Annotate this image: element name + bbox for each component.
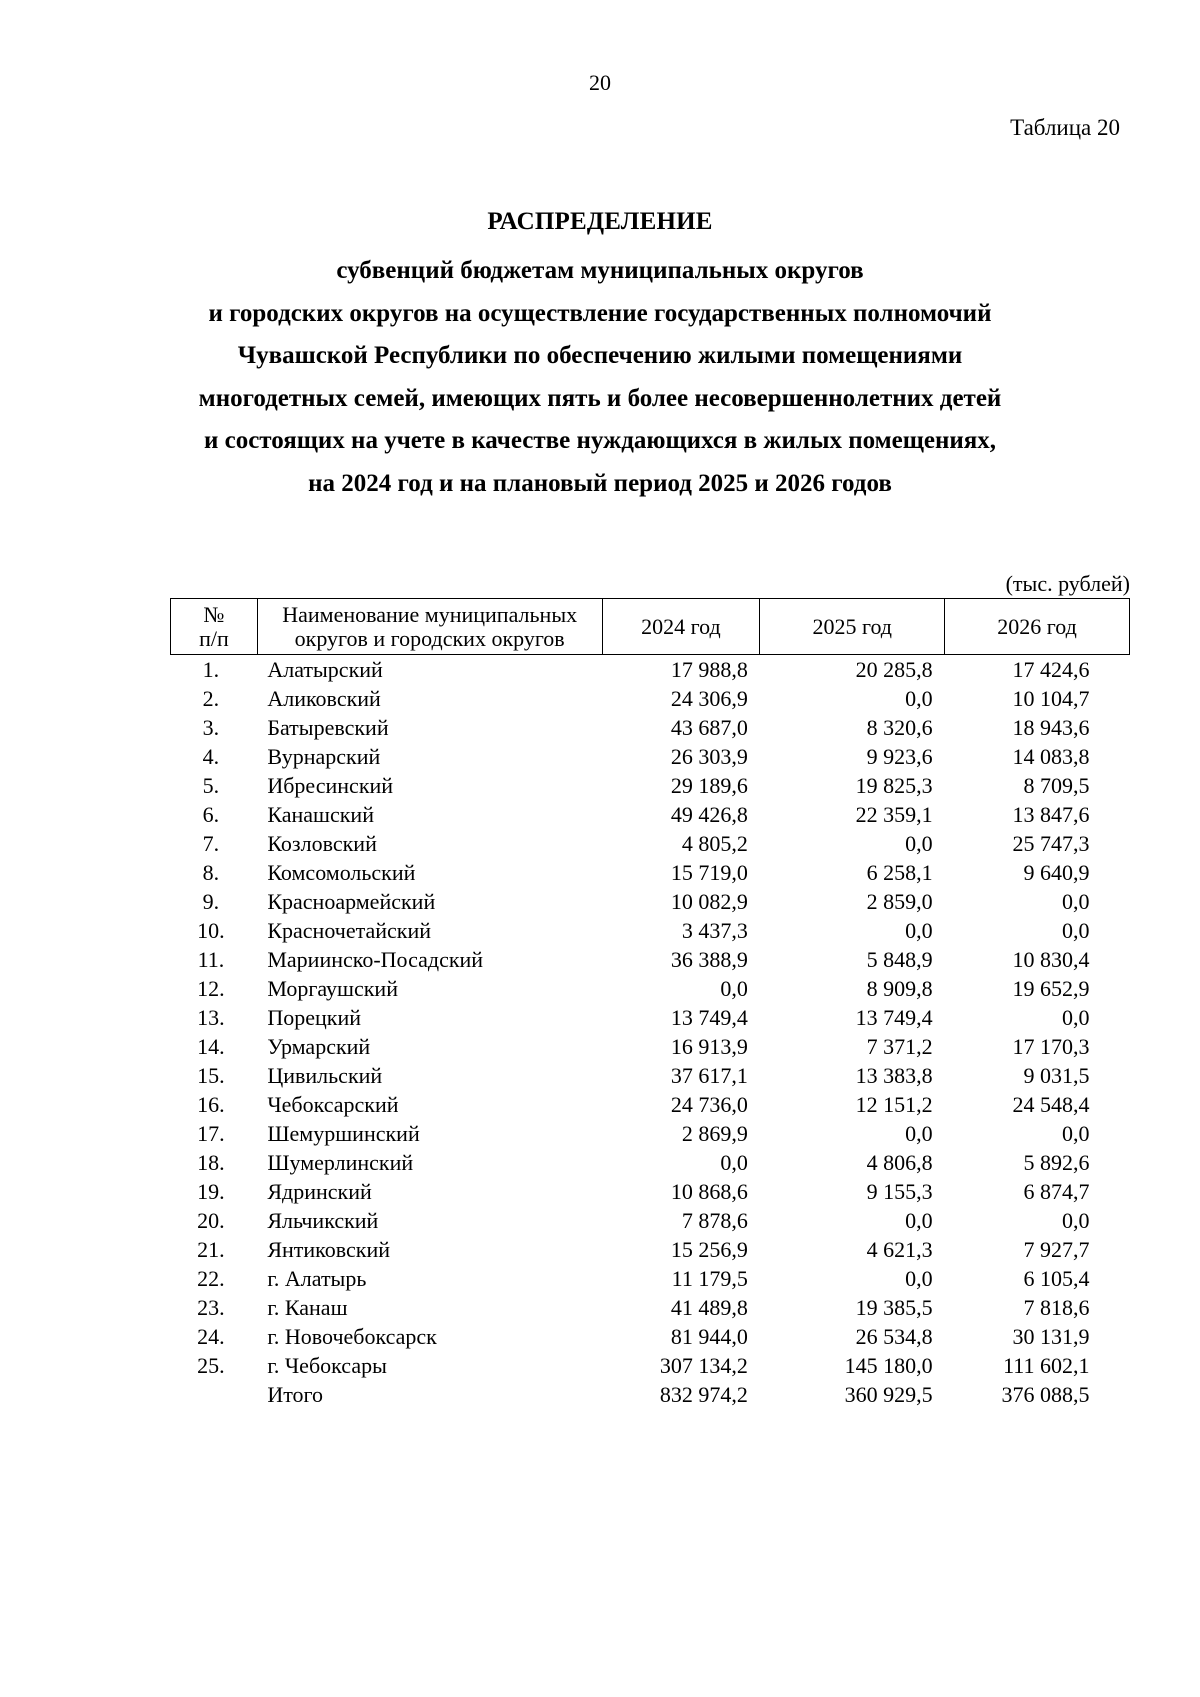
- value-2026: 7 818,6: [1023, 1295, 1090, 1320]
- municipality-name: Итого: [267, 1382, 324, 1407]
- value-2025: 9 923,6: [866, 744, 933, 769]
- value-2026: 0,0: [1062, 889, 1090, 914]
- table-row: [171, 1061, 1130, 1090]
- value-2024: 10 082,9: [670, 889, 748, 914]
- value-2024: 11 179,5: [671, 1266, 748, 1291]
- value-2024: 2 869,9: [681, 1121, 748, 1146]
- value-2026: 24 548,4: [1012, 1092, 1090, 1117]
- table-row: [171, 1235, 1130, 1264]
- table-row: [171, 742, 1130, 771]
- table-row: [171, 1119, 1130, 1148]
- value-2025: 19 385,5: [855, 1295, 933, 1320]
- table-row: [171, 1351, 1130, 1380]
- value-2026: 9 640,9: [1023, 860, 1090, 885]
- row-number: 24.: [197, 1324, 225, 1349]
- row-number: 8.: [202, 860, 220, 885]
- page-number: 20: [589, 70, 611, 95]
- municipality-name: Янтиковский: [267, 1237, 391, 1262]
- value-2025: 145 180,0: [844, 1353, 933, 1378]
- document-subtitle: [0, 250, 1200, 505]
- value-2026: 30 131,9: [1012, 1324, 1090, 1349]
- value-2025: 0,0: [905, 1208, 933, 1233]
- municipality-name: Алатырский: [267, 657, 383, 682]
- value-2026: 13 847,6: [1012, 802, 1090, 827]
- subtitle-line: и городских округов на осуществление государственных полномочий: [208, 299, 992, 327]
- value-2026: 8 709,5: [1023, 773, 1090, 798]
- municipality-name: Урмарский: [267, 1034, 371, 1059]
- row-number: 21.: [197, 1237, 225, 1262]
- value-2026: 376 088,5: [1001, 1382, 1090, 1407]
- table-row: [171, 916, 1130, 945]
- value-2024: 15 256,9: [670, 1237, 748, 1262]
- row-number: [171, 1380, 258, 1409]
- table-row: [171, 800, 1130, 829]
- value-2026: 17 424,6: [1012, 657, 1090, 682]
- value-2024: 0,0: [720, 1150, 748, 1175]
- column-header-2024: 2024 год: [602, 599, 760, 655]
- value-2025: 5 848,9: [866, 947, 933, 972]
- row-number: 7.: [202, 831, 220, 856]
- value-2024: 24 306,9: [670, 686, 748, 711]
- value-2024: 307 134,2: [659, 1353, 748, 1378]
- value-2024: 7 878,6: [681, 1208, 748, 1233]
- municipality-name: Порецкий: [267, 1005, 362, 1030]
- value-2026: 6 105,4: [1023, 1266, 1090, 1291]
- municipality-name: Аликовский: [267, 686, 381, 711]
- value-2026: 25 747,3: [1012, 831, 1090, 856]
- row-number: 17.: [197, 1121, 225, 1146]
- row-number: 19.: [197, 1179, 225, 1204]
- value-2026: 17 170,3: [1012, 1034, 1090, 1059]
- table-row: [171, 1206, 1130, 1235]
- row-number: 16.: [197, 1092, 225, 1117]
- row-number: 11.: [197, 947, 225, 972]
- document-title: РАСПРЕДЕЛЕНИЕ: [487, 208, 713, 235]
- row-number: 12.: [197, 976, 225, 1001]
- value-2024: 43 687,0: [670, 715, 748, 740]
- row-number: 5.: [202, 773, 220, 798]
- value-2025: 4 621,3: [866, 1237, 933, 1262]
- value-2025: 13 383,8: [855, 1063, 933, 1088]
- municipality-name: Мариинско-Посадский: [267, 947, 484, 972]
- value-2025: 22 359,1: [855, 802, 933, 827]
- value-2025: 13 749,4: [855, 1005, 933, 1030]
- table-row: [171, 1177, 1130, 1206]
- value-2024: 17 988,8: [670, 657, 748, 682]
- municipality-name: Шемуршинский: [267, 1121, 420, 1146]
- value-2025: 26 534,8: [855, 1324, 933, 1349]
- column-header-2025: 2025 год: [760, 599, 945, 655]
- row-number: 1.: [202, 657, 220, 682]
- value-2025: 19 825,3: [855, 773, 933, 798]
- value-2025: 8 909,8: [866, 976, 933, 1001]
- row-number: 4.: [202, 744, 220, 769]
- row-number: 9.: [202, 889, 220, 914]
- value-2024: 10 868,6: [670, 1179, 748, 1204]
- value-2026: 19 652,9: [1012, 976, 1090, 1001]
- value-2026: 18 943,6: [1012, 715, 1090, 740]
- value-2026: 7 927,7: [1023, 1237, 1090, 1262]
- value-2024: 49 426,8: [670, 802, 748, 827]
- row-number: 10.: [197, 918, 225, 943]
- header-name-line1: Наименование муниципальных: [282, 601, 578, 627]
- row-number: 20.: [197, 1208, 225, 1233]
- municipality-name: г. Новочебоксарск: [267, 1324, 437, 1349]
- municipality-name: Чебоксарский: [267, 1092, 399, 1117]
- value-2025: 0,0: [905, 1266, 933, 1291]
- table-row: [171, 1003, 1130, 1032]
- column-header-number: [171, 599, 258, 655]
- subtitle-line: Чувашской Республики по обеспечению жилыми помещениями: [237, 342, 963, 369]
- value-2025: 9 155,3: [866, 1179, 933, 1204]
- value-2024: 81 944,0: [670, 1324, 748, 1349]
- value-2024: 4 805,2: [681, 831, 748, 856]
- value-2026: 0,0: [1062, 918, 1090, 943]
- table-row: [171, 1293, 1130, 1322]
- table-row: [171, 1148, 1130, 1177]
- municipality-name: Шумерлинский: [267, 1150, 414, 1175]
- units-note: (тыс. рублей): [1005, 571, 1130, 596]
- municipality-name: Комсомольский: [267, 860, 416, 885]
- value-2025: 0,0: [905, 831, 933, 856]
- table-header-row: [171, 599, 1130, 655]
- municipality-name: Красночетайский: [267, 918, 432, 943]
- municipality-name: Моргаушский: [267, 976, 398, 1001]
- table-row: [171, 1264, 1130, 1293]
- value-2024: 26 303,9: [670, 744, 748, 769]
- header-number-line2: п/п: [199, 625, 229, 651]
- row-number: 13.: [197, 1005, 225, 1030]
- column-header-name: [257, 599, 602, 655]
- row-number: 18.: [197, 1150, 225, 1175]
- value-2025: 6 258,1: [866, 860, 933, 885]
- row-number: 6.: [202, 802, 220, 827]
- subtitle-line: на 2024 год и на плановый период 2025 и 2026 годов: [308, 469, 892, 497]
- value-2025: 0,0: [905, 918, 933, 943]
- value-2026: 5 892,6: [1023, 1150, 1090, 1175]
- value-2024: 41 489,8: [670, 1295, 748, 1320]
- table-body: [171, 655, 1130, 1410]
- municipality-name: Ядринский: [267, 1179, 372, 1204]
- row-number: 15.: [197, 1063, 225, 1088]
- table-row: [171, 1322, 1130, 1351]
- value-2026: 10 104,7: [1012, 686, 1090, 711]
- table-row: [171, 1032, 1130, 1061]
- table-row: [171, 771, 1130, 800]
- table-row: [171, 974, 1130, 1003]
- value-2024: 16 913,9: [670, 1034, 748, 1059]
- table-row: [171, 829, 1130, 858]
- value-2026: 14 083,8: [1012, 744, 1090, 769]
- municipality-name: Вурнарский: [267, 744, 381, 769]
- table-row: [171, 945, 1130, 974]
- value-2025: 0,0: [905, 686, 933, 711]
- row-number: 22.: [197, 1266, 225, 1291]
- subtitle-line: многодетных семей, имеющих пять и более несовершеннолетних детей: [198, 384, 1002, 412]
- table-row: [171, 713, 1130, 742]
- value-2026: 0,0: [1062, 1121, 1090, 1146]
- value-2025: 360 929,5: [844, 1382, 933, 1407]
- value-2026: 0,0: [1062, 1208, 1090, 1233]
- value-2025: 8 320,6: [866, 715, 933, 740]
- municipality-name: Канашский: [267, 802, 374, 827]
- table-row: [171, 684, 1130, 713]
- subtitle-line: субвенций бюджетам муниципальных округов: [336, 257, 864, 284]
- value-2024: 24 736,0: [670, 1092, 748, 1117]
- value-2026: 10 830,4: [1012, 947, 1090, 972]
- row-number: 23.: [197, 1295, 225, 1320]
- table-row: [171, 858, 1130, 887]
- municipality-name: г. Алатырь: [267, 1266, 367, 1291]
- value-2025: 0,0: [905, 1121, 933, 1146]
- distribution-table: [170, 598, 1130, 1409]
- table-label: Таблица 20: [1010, 115, 1120, 140]
- municipality-name: Яльчикский: [267, 1208, 379, 1233]
- header-number-line1: №: [203, 601, 225, 627]
- municipality-name: Ибресинский: [267, 773, 394, 798]
- value-2024: 3 437,3: [681, 918, 748, 943]
- table-row: [171, 655, 1130, 685]
- value-2025: 7 371,2: [866, 1034, 933, 1059]
- value-2026: 9 031,5: [1023, 1063, 1090, 1088]
- header-name-line2: округов и городских округов: [294, 625, 565, 651]
- table-total-row: [171, 1380, 1130, 1409]
- value-2024: 36 388,9: [670, 947, 748, 972]
- subtitle-line: и состоящих на учете в качестве нуждающихся в жилых помещениях,: [203, 427, 997, 454]
- value-2024: 13 749,4: [670, 1005, 748, 1030]
- row-number: 2.: [202, 686, 220, 711]
- municipality-name: Цивильский: [267, 1063, 383, 1088]
- value-2024: 0,0: [720, 976, 748, 1001]
- value-2026: 6 874,7: [1023, 1179, 1090, 1204]
- value-2024: 832 974,2: [659, 1382, 748, 1407]
- municipality-name: Козловский: [267, 831, 377, 856]
- value-2024: 29 189,6: [670, 773, 748, 798]
- column-header-2026: 2026 год: [945, 599, 1130, 655]
- municipality-name: Красноармейский: [267, 889, 436, 914]
- value-2025: 12 151,2: [855, 1092, 933, 1117]
- row-number: 3.: [202, 715, 220, 740]
- municipality-name: Батыревский: [267, 715, 389, 740]
- table-row: [171, 1090, 1130, 1119]
- row-number: 14.: [197, 1034, 225, 1059]
- value-2024: 37 617,1: [670, 1063, 748, 1088]
- value-2026: 111 602,1: [1003, 1353, 1090, 1378]
- value-2025: 20 285,8: [855, 657, 933, 682]
- value-2024: 15 719,0: [670, 860, 748, 885]
- value-2026: 0,0: [1062, 1005, 1090, 1030]
- municipality-name: г. Канаш: [267, 1295, 348, 1320]
- value-2025: 2 859,0: [866, 889, 933, 914]
- row-number: 25.: [197, 1353, 225, 1378]
- table-row: [171, 887, 1130, 916]
- value-2025: 4 806,8: [866, 1150, 933, 1175]
- municipality-name: г. Чебоксары: [267, 1353, 387, 1378]
